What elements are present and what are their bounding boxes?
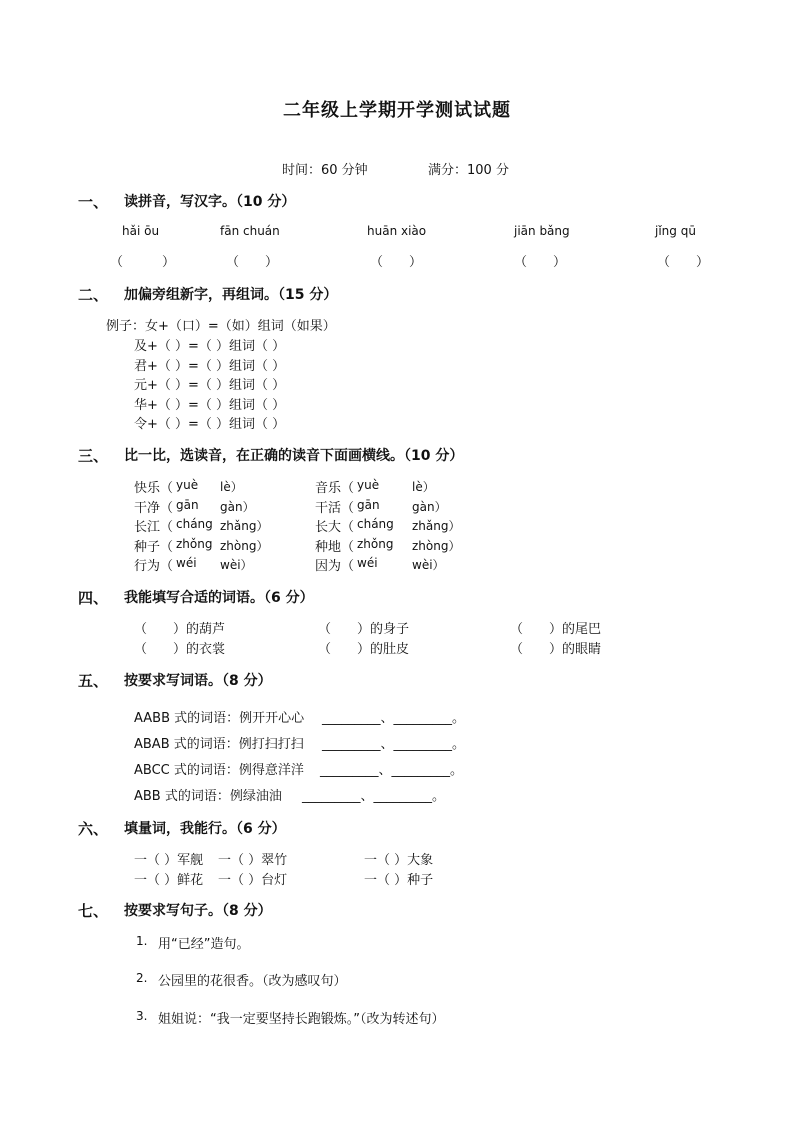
pron-right-option-b-1[interactable]: lè） xyxy=(412,480,435,494)
pron-right-option-b-2[interactable]: gàn） xyxy=(412,500,447,514)
section-3-title: 比一比，选读音，在正确的读音下面画横线。（10 分） xyxy=(124,448,464,464)
pron-left-word-3: 长江（ xyxy=(134,520,174,535)
pron-right-option-a-1[interactable]: yuè xyxy=(357,478,380,492)
measure-word-4[interactable]: 一（ ）鲜花 xyxy=(134,873,204,888)
pron-left-word-1: 快乐（ xyxy=(134,481,174,496)
pron-left-option-b-3[interactable]: zhǎng） xyxy=(220,519,269,533)
section-7-number: 七、 xyxy=(78,902,109,920)
fill-word-6[interactable]: （ ）的眼睛 xyxy=(510,642,602,657)
pron-left-option-a-1[interactable]: yuè xyxy=(176,478,199,492)
sentence-task-3: 姐姐说：“我一定要坚持长跑锻炼。”（改为转述句） xyxy=(158,1012,445,1027)
pron-right-option-b-3[interactable]: zhǎng） xyxy=(412,519,461,533)
answer-blank-2[interactable]: （ ） xyxy=(226,255,279,270)
answer-blank-5[interactable]: （ ） xyxy=(657,255,710,270)
section-1-title: 读拼音，写汉字。（10 分） xyxy=(124,194,296,210)
pron-right-option-a-3[interactable]: cháng xyxy=(357,517,394,531)
section-7-title: 按要求写句子。（8 分） xyxy=(124,903,272,919)
pron-left-option-b-2[interactable]: gàn） xyxy=(220,500,255,514)
section-2-number: 二、 xyxy=(78,286,109,304)
pron-right-word-5: 因为（ xyxy=(315,559,355,574)
pron-left-option-b-5[interactable]: wèi） xyxy=(220,558,253,572)
word-pattern-blanks-4[interactable]: _________、_________。 xyxy=(302,789,446,804)
section-4-number: 四、 xyxy=(78,589,109,607)
fill-word-1[interactable]: （ ）的葫芦 xyxy=(134,622,226,637)
section-5-title: 按要求写词语。（8 分） xyxy=(124,673,272,689)
word-pattern-4: ABB 式的词语：例绿油油 xyxy=(134,789,282,804)
answer-blank-3[interactable]: （ ） xyxy=(370,255,423,270)
answer-blank-1[interactable]: （ ） xyxy=(110,255,176,270)
measure-word-3[interactable]: 一（ ）大象 xyxy=(364,853,434,868)
pron-left-option-a-2[interactable]: gān xyxy=(176,498,199,512)
exam-time: 时间：60 分钟 xyxy=(282,163,368,178)
section-6-number: 六、 xyxy=(78,820,109,838)
pinyin-4: jiān bǎng xyxy=(514,224,570,238)
pron-left-option-a-3[interactable]: cháng xyxy=(176,517,213,531)
answer-blank-4[interactable]: （ ） xyxy=(514,255,567,270)
pron-right-word-2: 干活（ xyxy=(315,501,355,516)
pron-right-word-1: 音乐（ xyxy=(315,481,355,496)
pron-right-option-a-2[interactable]: gān xyxy=(357,498,380,512)
sentence-task-1: 用“已经”造句。 xyxy=(158,937,250,952)
pron-left-word-4: 种子（ xyxy=(134,540,174,555)
pron-right-option-b-4[interactable]: zhòng） xyxy=(412,539,461,553)
pinyin-3: huān xiào xyxy=(367,224,427,238)
pron-left-option-a-5[interactable]: wéi xyxy=(176,556,197,570)
word-pattern-blanks-2[interactable]: _________、_________。 xyxy=(322,737,466,752)
radical-line-4[interactable]: 华+（ ）=（ ）组词（ ） xyxy=(134,398,286,413)
section-1-number: 一、 xyxy=(78,193,109,211)
measure-word-1[interactable]: 一（ ）军舰 xyxy=(134,853,204,868)
sentence-item-number-2: 2. xyxy=(136,971,148,985)
word-pattern-1: AABB 式的词语：例开开心心 xyxy=(134,711,305,726)
section-5-number: 五、 xyxy=(78,672,109,690)
sentence-item-number-3: 3. xyxy=(136,1009,148,1023)
sentence-item-number-1: 1. xyxy=(136,934,148,948)
fill-word-3[interactable]: （ ）的尾巴 xyxy=(510,622,602,637)
radical-line-3[interactable]: 元+（ ）=（ ）组词（ ） xyxy=(134,378,286,393)
fill-word-4[interactable]: （ ）的衣裳 xyxy=(134,642,226,657)
radical-line-2[interactable]: 君+（ ）=（ ）组词（ ） xyxy=(134,359,286,374)
pron-left-option-a-4[interactable]: zhǒng xyxy=(176,537,213,551)
pron-left-word-5: 行为（ xyxy=(134,559,174,574)
pron-right-option-a-4[interactable]: zhǒng xyxy=(357,537,394,551)
pinyin-5: jǐng qū xyxy=(655,224,696,238)
section-3-number: 三、 xyxy=(78,447,109,465)
pron-left-option-b-1[interactable]: lè） xyxy=(220,480,243,494)
pron-left-option-b-4[interactable]: zhòng） xyxy=(220,539,269,553)
page-title: 二年级上学期开学测试试题 xyxy=(283,100,511,121)
pron-right-option-a-5[interactable]: wéi xyxy=(357,556,378,570)
fill-word-5[interactable]: （ ）的肚皮 xyxy=(318,642,410,657)
pron-right-word-3: 长大（ xyxy=(315,520,355,535)
radical-line-5[interactable]: 令+（ ）=（ ）组词（ ） xyxy=(134,417,286,432)
measure-word-6[interactable]: 一（ ）种子 xyxy=(364,873,434,888)
pron-right-option-b-5[interactable]: wèi） xyxy=(412,558,445,572)
section-2-example: 例子：女+（口）=（如）组词（如果） xyxy=(106,319,336,334)
fill-word-2[interactable]: （ ）的身子 xyxy=(318,622,410,637)
word-pattern-blanks-3[interactable]: _________、_________。 xyxy=(320,763,464,778)
word-pattern-blanks-1[interactable]: _________、_________。 xyxy=(322,711,466,726)
word-pattern-3: ABCC 式的词语：例得意洋洋 xyxy=(134,763,304,778)
radical-line-1[interactable]: 及+（ ）=（ ）组词（ ） xyxy=(134,339,286,354)
section-6-title: 填量词，我能行。（6 分） xyxy=(124,821,286,837)
exam-score: 满分：100 分 xyxy=(428,163,509,178)
pron-right-word-4: 种地（ xyxy=(315,540,355,555)
pinyin-1: hǎi ōu xyxy=(122,224,160,238)
word-pattern-2: ABAB 式的词语：例打扫打扫 xyxy=(134,737,304,752)
sentence-task-2: 公园里的花很香。（改为感叹句） xyxy=(158,974,347,989)
pron-left-word-2: 干净（ xyxy=(134,501,174,516)
section-4-title: 我能填写合适的词语。（6 分） xyxy=(124,590,314,606)
section-2-title: 加偏旁组新字，再组词。（15 分） xyxy=(124,287,338,303)
measure-word-2[interactable]: 一（ ）翠竹 xyxy=(218,853,288,868)
measure-word-5[interactable]: 一（ ）台灯 xyxy=(218,873,288,888)
pinyin-2: fān chuán xyxy=(220,224,280,238)
